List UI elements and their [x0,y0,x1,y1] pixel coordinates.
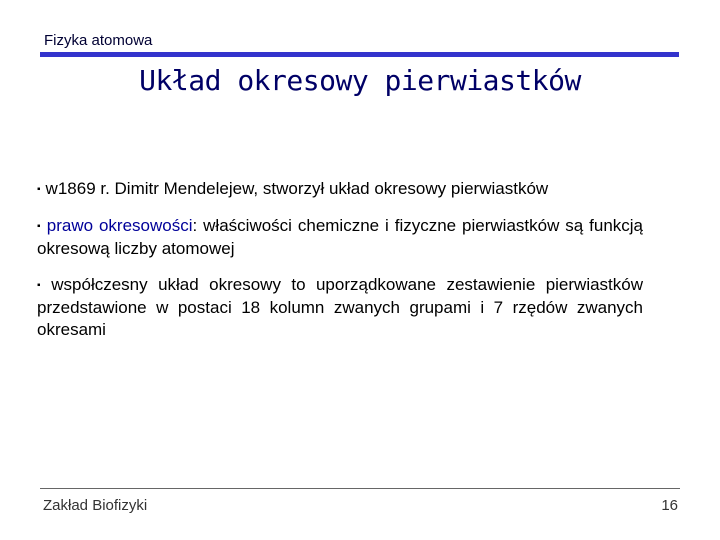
bullet-marker-icon: ▪ [37,184,41,195]
footer-divider [40,488,680,489]
bullet-term: prawo okresowości [46,216,193,235]
bullet-item-2 [37,215,643,260]
bullet-marker-icon: ▪ [37,280,47,291]
bullet-text: : właściwości chemiczne i fizyczne pierwiastków są funkcją okresową liczby atomowej [37,216,644,258]
section-label: Fizyka atomowa [44,32,153,49]
slide-title: Układ okresowy pierwiastków [139,64,581,97]
bullet-item-1 [37,178,643,201]
header-divider [40,52,679,57]
bullet-item-3 [37,274,643,341]
bullet-text: w1869 r. Dimitr Mendelejew, stworzył układ okresowy pierwiastków [45,179,549,198]
bullet-list [37,178,643,355]
bullet-text: współczesny układ okresowy to uporządkowane zestawienie pierwiastków przedstawione w postaci 18 kolumn zwanych grupami i 7 rzędów zwanych okresami [37,275,644,339]
bullet-marker-icon: ▪ [37,221,42,232]
page-number: 16 [661,497,678,514]
footer-department: Zakład Biofizyki [43,497,148,514]
